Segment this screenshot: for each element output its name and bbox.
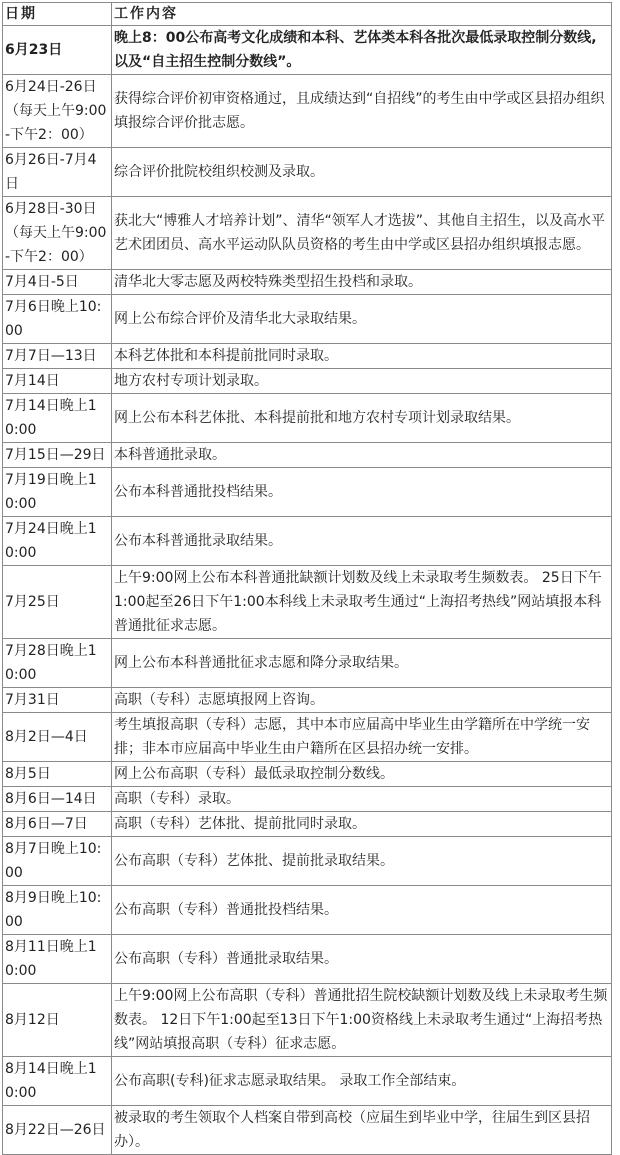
- row-date: 8月7日晚上10:00: [3, 837, 112, 886]
- row-content: 公布高职（专科）普通批录取结果。: [112, 935, 612, 984]
- table-row: [3, 344, 612, 369]
- row-date: 6月24日-26日（每天上午9:00-下午2：00）: [3, 75, 112, 148]
- row-content: 公布高职（专科）普通批投档结果。: [112, 886, 612, 935]
- schedule-table-wrapper: [2, 2, 611, 1155]
- row-date: 6月26日-7月4日: [3, 148, 112, 197]
- table-row: [3, 468, 612, 517]
- row-content: 高职（专科）艺体批、提前批同时录取。: [112, 812, 612, 837]
- table-row: [3, 639, 612, 688]
- row-date: 7月19日晚上10:00: [3, 468, 112, 517]
- table-row: [3, 270, 612, 295]
- row-content: 公布本科普通批录取结果。: [112, 517, 612, 566]
- table-row: [3, 517, 612, 566]
- row-date: 7月24日晚上10:00: [3, 517, 112, 566]
- row-content: 本科普通批录取。: [112, 443, 612, 468]
- row-date: 7月4日-5日: [3, 270, 112, 295]
- row-content: 晚上8：00公布高考文化成绩和本科、艺体类本科各批次最低录取控制分数线,以及“自主招生控制分数线”。: [112, 26, 612, 75]
- row-content: 网上公布本科艺体批、本科提前批和地方农村专项计划录取结果。: [112, 394, 612, 443]
- row-content: 公布本科普通批投档结果。: [112, 468, 612, 517]
- row-date: 7月14日: [3, 369, 112, 394]
- row-content: 被录取的考生领取个人档案自带到高校（应届生到毕业中学，往届生到区县招办）。: [112, 1106, 612, 1155]
- table-row: [3, 837, 612, 886]
- row-content: 上午9:00网上公布本科普通批缺额计划数及线上未录取考生频数表。 25日下午1:00起至26日下午1:00本科线上未录取考生通过“上海招考热线”网站填报本科普通批征求志愿。: [112, 566, 612, 639]
- header-date: 日期: [3, 3, 112, 26]
- table-row: [3, 1106, 612, 1155]
- schedule-table: [2, 2, 612, 1155]
- table-row: [3, 787, 612, 812]
- row-content: 考生填报高职（专科）志愿，其中本市应届高中毕业生由学籍所在中学统一安排；非本市应届高中毕业生由户籍所在区县招办统一安排。: [112, 713, 612, 762]
- table-row: [3, 75, 612, 148]
- row-content: 获北大“博雅人才培养计划”、清华“领军人才选拔”、其他自主招生，以及高水平艺术团团员、高水平运动队队员资格的考生由中学或区县招办组织填报志愿。: [112, 197, 612, 270]
- row-date: 7月14日晚上10:00: [3, 394, 112, 443]
- table-row: [3, 197, 612, 270]
- row-date: 7月7日—13日: [3, 344, 112, 369]
- table-row: [3, 935, 612, 984]
- table-row: [3, 566, 612, 639]
- row-content: 地方农村专项计划录取。: [112, 369, 612, 394]
- row-date: 8月5日: [3, 762, 112, 787]
- row-content: 上午9:00网上公布高职（专科）普通批招生院校缺额计划数及线上未录取考生频数表。 12日下午1:00起至13日下午1:00资格线上未录取考生通过“上海招考热线”网站填报高职（专科）征求志愿。: [112, 984, 612, 1057]
- table-row: [3, 443, 612, 468]
- row-content: 本科艺体批和本科提前批同时录取。: [112, 344, 612, 369]
- row-date: 6月23日: [3, 26, 112, 75]
- row-date: 8月2日—4日: [3, 713, 112, 762]
- table-row: [3, 148, 612, 197]
- table-row: [3, 394, 612, 443]
- row-content: 高职（专科）录取。: [112, 787, 612, 812]
- row-date: 7月31日: [3, 688, 112, 713]
- row-date: 8月11日晚上10:00: [3, 935, 112, 984]
- row-date: 7月6日晚上10:00: [3, 295, 112, 344]
- schedule-table-body: [3, 3, 612, 1155]
- row-content: 综合评价批院校组织校测及录取。: [112, 148, 612, 197]
- row-date: 8月14日晚上10:00: [3, 1057, 112, 1106]
- table-row: [3, 295, 612, 344]
- table-row: [3, 762, 612, 787]
- table-row: [3, 886, 612, 935]
- row-date: 7月25日: [3, 566, 112, 639]
- row-date: 8月6日—14日: [3, 787, 112, 812]
- row-content: 网上公布综合评价及清华北大录取结果。: [112, 295, 612, 344]
- row-content: 清华北大零志愿及两校特殊类型招生投档和录取。: [112, 270, 612, 295]
- row-content: 公布高职(专科)征求志愿录取结果。 录取工作全部结束。: [112, 1057, 612, 1106]
- table-row: [3, 1057, 612, 1106]
- table-row: [3, 984, 612, 1057]
- table-row: [3, 688, 612, 713]
- row-date: 8月12日: [3, 984, 112, 1057]
- row-date: 8月6日—7日: [3, 812, 112, 837]
- row-content: 高职（专科）志愿填报网上咨询。: [112, 688, 612, 713]
- row-date: 8月22日—26日: [3, 1106, 112, 1155]
- row-content: 获得综合评价初审资格通过，且成绩达到“自招线”的考生由中学或区县招办组织填报综合评价批志愿。: [112, 75, 612, 148]
- table-row: [3, 713, 612, 762]
- table-row: [3, 812, 612, 837]
- row-content: 网上公布本科普通批征求志愿和降分录取结果。: [112, 639, 612, 688]
- row-date: 6月28日-30日（每天上午9:00-下午2：00）: [3, 197, 112, 270]
- table-row: [3, 369, 612, 394]
- row-content: 网上公布高职（专科）最低录取控制分数线。: [112, 762, 612, 787]
- row-content: 公布高职（专科）艺体批、提前批录取结果。: [112, 837, 612, 886]
- header-content: 工作内容: [112, 3, 612, 26]
- table-row: [3, 26, 612, 75]
- table-header-row: [3, 3, 612, 26]
- row-date: 8月9日晚上10:00: [3, 886, 112, 935]
- row-date: 7月15日—29日: [3, 443, 112, 468]
- row-date: 7月28日晚上10:00: [3, 639, 112, 688]
